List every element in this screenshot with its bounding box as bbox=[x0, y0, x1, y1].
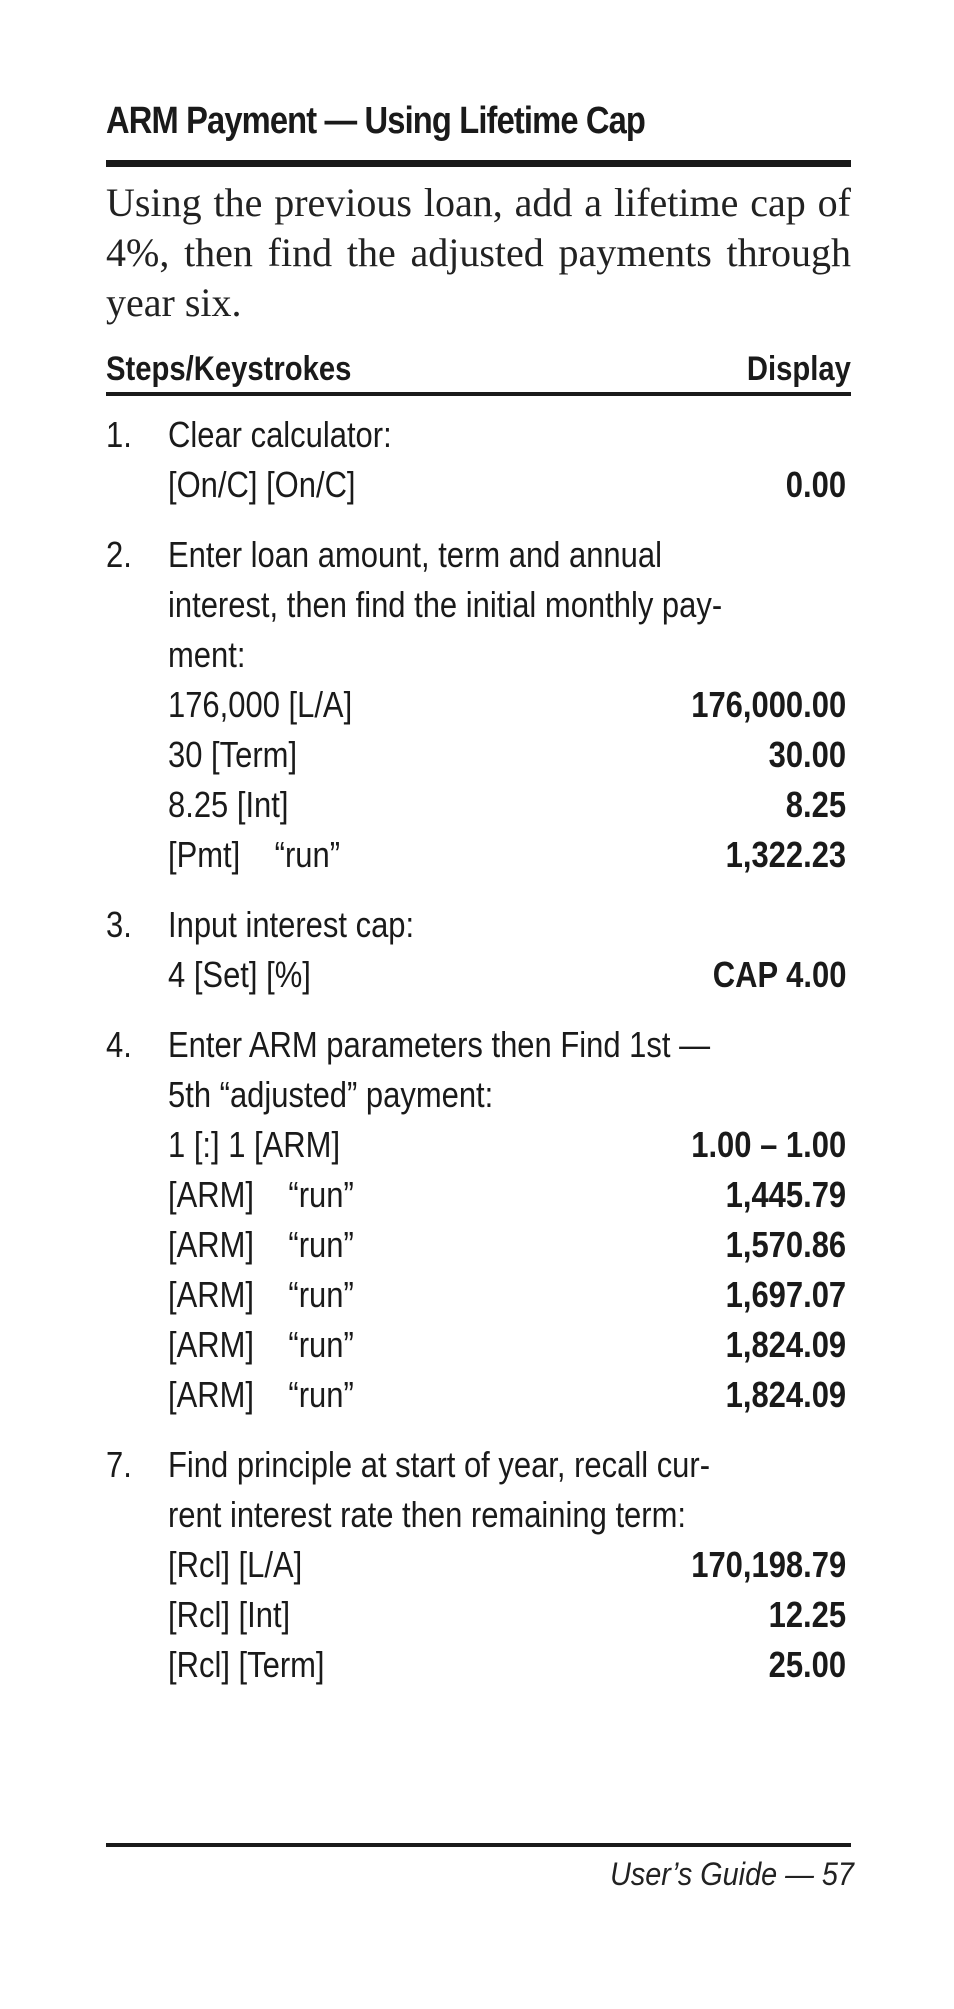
step-description: Clear calculator: bbox=[168, 414, 392, 455]
keystroke-text: 30 [Term] bbox=[168, 734, 298, 775]
display-value: 8.25 bbox=[785, 784, 846, 825]
keystroke-row bbox=[168, 1170, 846, 1220]
keystroke-text: 8.25 [Int] bbox=[168, 784, 289, 825]
step-item bbox=[106, 1440, 846, 1690]
keystroke-row bbox=[168, 1220, 846, 1270]
keystroke-text: [Rcl] [Int] bbox=[168, 1594, 291, 1635]
keystroke-text: [Rcl] [L/A] bbox=[168, 1544, 303, 1585]
keystroke-row bbox=[168, 1270, 846, 1320]
keystroke-row bbox=[168, 830, 846, 880]
keystroke-row bbox=[168, 680, 846, 730]
keystroke-text: [ARM] “run” bbox=[168, 1374, 354, 1415]
step-item bbox=[106, 1020, 846, 1420]
keystroke-row bbox=[168, 1120, 846, 1170]
display-value: 1,445.79 bbox=[725, 1174, 846, 1215]
header-rule bbox=[106, 392, 851, 396]
steps-list bbox=[106, 410, 846, 1710]
display-value: 1,322.23 bbox=[725, 834, 846, 875]
display-value: 1,824.09 bbox=[725, 1374, 846, 1415]
footer-rule bbox=[106, 1843, 851, 1847]
keystroke-row bbox=[168, 1540, 846, 1590]
keystroke-row bbox=[168, 1370, 846, 1420]
steps-column-header: Steps/Keystrokes bbox=[106, 350, 352, 388]
title-rule bbox=[106, 160, 851, 167]
step-description: Enter ARM parameters then Find 1st — 5th “adjusted” payment: bbox=[168, 1024, 711, 1115]
keystroke-row bbox=[168, 780, 846, 830]
display-column-header: Display bbox=[746, 350, 851, 388]
keystroke-row bbox=[168, 1640, 846, 1690]
step-item bbox=[106, 530, 846, 880]
step-item bbox=[106, 410, 846, 510]
keystroke-text: [Pmt] “run” bbox=[168, 834, 341, 875]
step-number: 3. bbox=[106, 904, 132, 945]
display-value: 1,697.07 bbox=[725, 1274, 846, 1315]
keystroke-text: 176,000 [L/A] bbox=[168, 684, 353, 725]
display-value: 1,570.86 bbox=[725, 1224, 846, 1265]
keystroke-row bbox=[168, 1320, 846, 1370]
keystroke-text: [Rcl] [Term] bbox=[168, 1644, 325, 1685]
keystroke-row bbox=[168, 950, 846, 1000]
keystroke-row bbox=[168, 460, 846, 510]
keystroke-text: 1 [:] 1 [ARM] bbox=[168, 1124, 341, 1165]
step-number: 1. bbox=[106, 414, 132, 455]
keystroke-text: [ARM] “run” bbox=[168, 1224, 354, 1265]
step-description: Enter loan amount, term and annual interest, then find the initial monthly pay- ment: bbox=[168, 534, 723, 675]
page-footer: User’s Guide — 57 bbox=[610, 1856, 854, 1892]
step-item bbox=[106, 900, 846, 1000]
keystroke-text: [ARM] “run” bbox=[168, 1174, 354, 1215]
keystroke-row bbox=[168, 1590, 846, 1640]
keystroke-text: [ARM] “run” bbox=[168, 1274, 354, 1315]
display-value: 1.00 – 1.00 bbox=[691, 1124, 846, 1165]
display-value: 12.25 bbox=[768, 1594, 846, 1635]
step-description: Find principle at start of year, recall cur- rent interest rate then remaining term: bbox=[168, 1444, 711, 1535]
display-value: CAP 4.00 bbox=[712, 954, 846, 995]
display-value: 1,824.09 bbox=[725, 1324, 846, 1365]
keystroke-text: 4 [Set] [%] bbox=[168, 954, 311, 995]
intro-paragraph: Using the previous loan, add a lifetime cap of 4%, then find the adjusted payments through year six. bbox=[106, 180, 851, 325]
display-value: 25.00 bbox=[768, 1644, 846, 1685]
display-value: 30.00 bbox=[768, 734, 846, 775]
step-number: 4. bbox=[106, 1024, 132, 1065]
display-value: 0.00 bbox=[785, 464, 846, 505]
keystroke-text: [ARM] “run” bbox=[168, 1324, 354, 1365]
keystroke-text: [On/C] [On/C] bbox=[168, 464, 356, 505]
display-value: 176,000.00 bbox=[691, 684, 846, 725]
keystroke-row bbox=[168, 730, 846, 780]
step-number: 2. bbox=[106, 534, 132, 575]
display-value: 170,198.79 bbox=[691, 1544, 846, 1585]
page-title: ARM Payment — Using Lifetime Cap bbox=[106, 100, 646, 142]
step-number: 7. bbox=[106, 1444, 132, 1485]
step-description: Input interest cap: bbox=[168, 904, 415, 945]
